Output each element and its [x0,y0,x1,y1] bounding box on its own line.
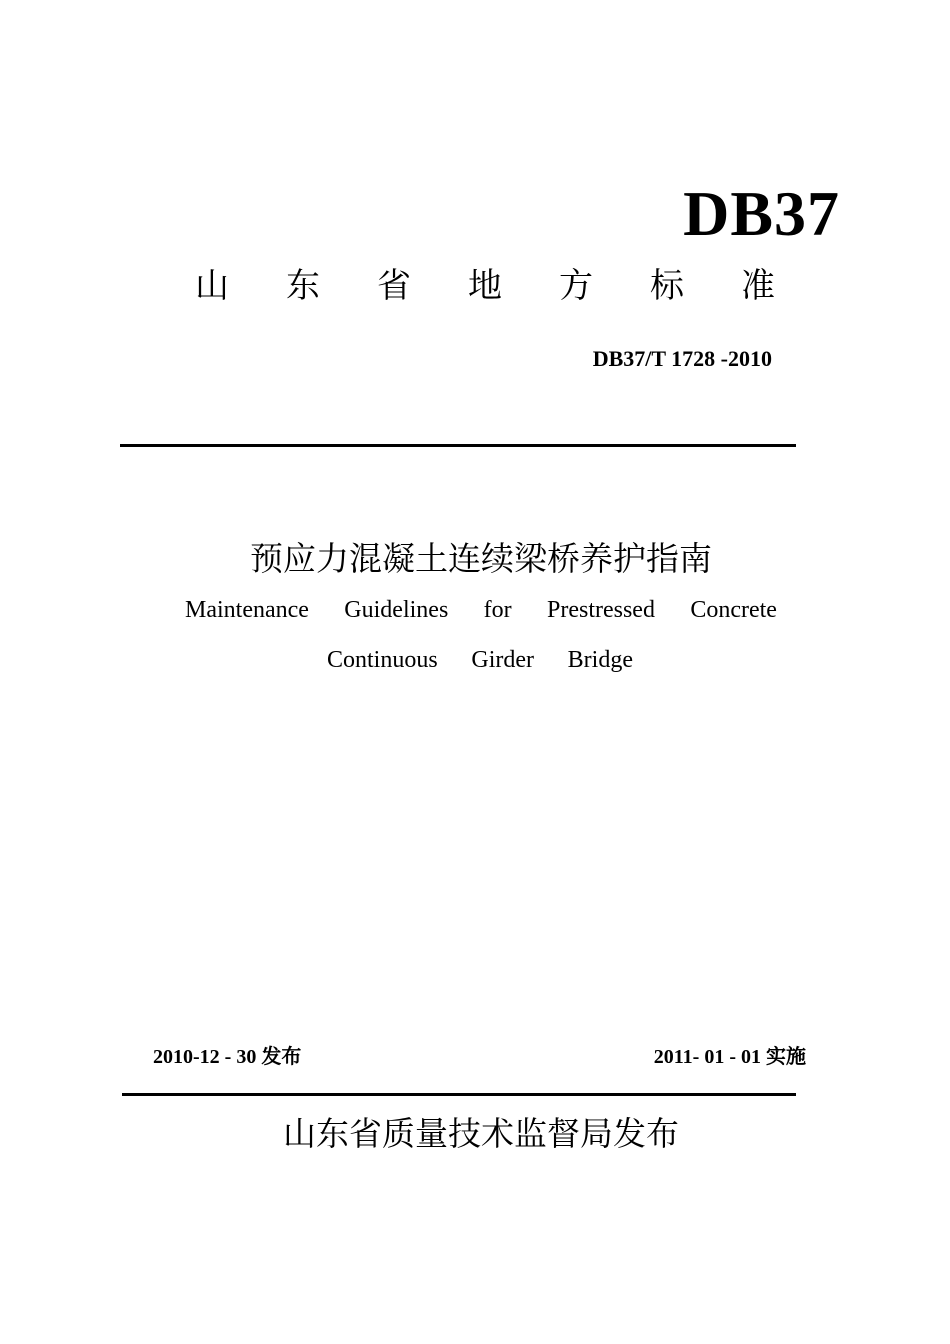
title-word: Prestressed [546,597,655,623]
standard-type-char: 东 [286,266,320,306]
title-word: for [483,597,512,623]
title-word: Continuous [327,647,438,673]
implementation-label: 实施 [766,1044,806,1068]
standard-code-large: DB37 [683,178,840,249]
document-title-english-line1 [185,594,777,626]
implementation-date-line [654,1042,806,1071]
title-word: Guidelines [344,597,449,623]
issue-label: 发布 [261,1044,302,1068]
title-word: Maintenance [185,597,309,623]
document-title-english-line2 [327,644,633,676]
standard-type-char: 标 [650,266,684,306]
issue-date: 2010-12 - 30 [153,1046,257,1068]
title-word: Concrete [690,597,777,623]
standard-type-char: 准 [741,266,775,306]
standard-number: DB37/T 1728 -2010 [592,346,772,371]
bottom-divider [122,1093,796,1096]
standard-type-char: 省 [377,266,411,306]
publisher-line: 山东省质量技术监督局发布 [283,1114,679,1153]
document-title-chinese: 预应力混凝土连续梁桥养护指南 [250,539,712,578]
issue-date-line [153,1042,301,1071]
title-word: Bridge [567,647,633,673]
top-divider [120,444,796,447]
standard-type-char: 山 [195,266,229,306]
standard-type-char: 方 [559,266,593,306]
standard-type-char: 地 [468,266,502,306]
implementation-date: 2011- 01 - 01 [653,1046,761,1068]
standard-type-heading [195,262,775,310]
title-word: Girder [471,647,534,673]
